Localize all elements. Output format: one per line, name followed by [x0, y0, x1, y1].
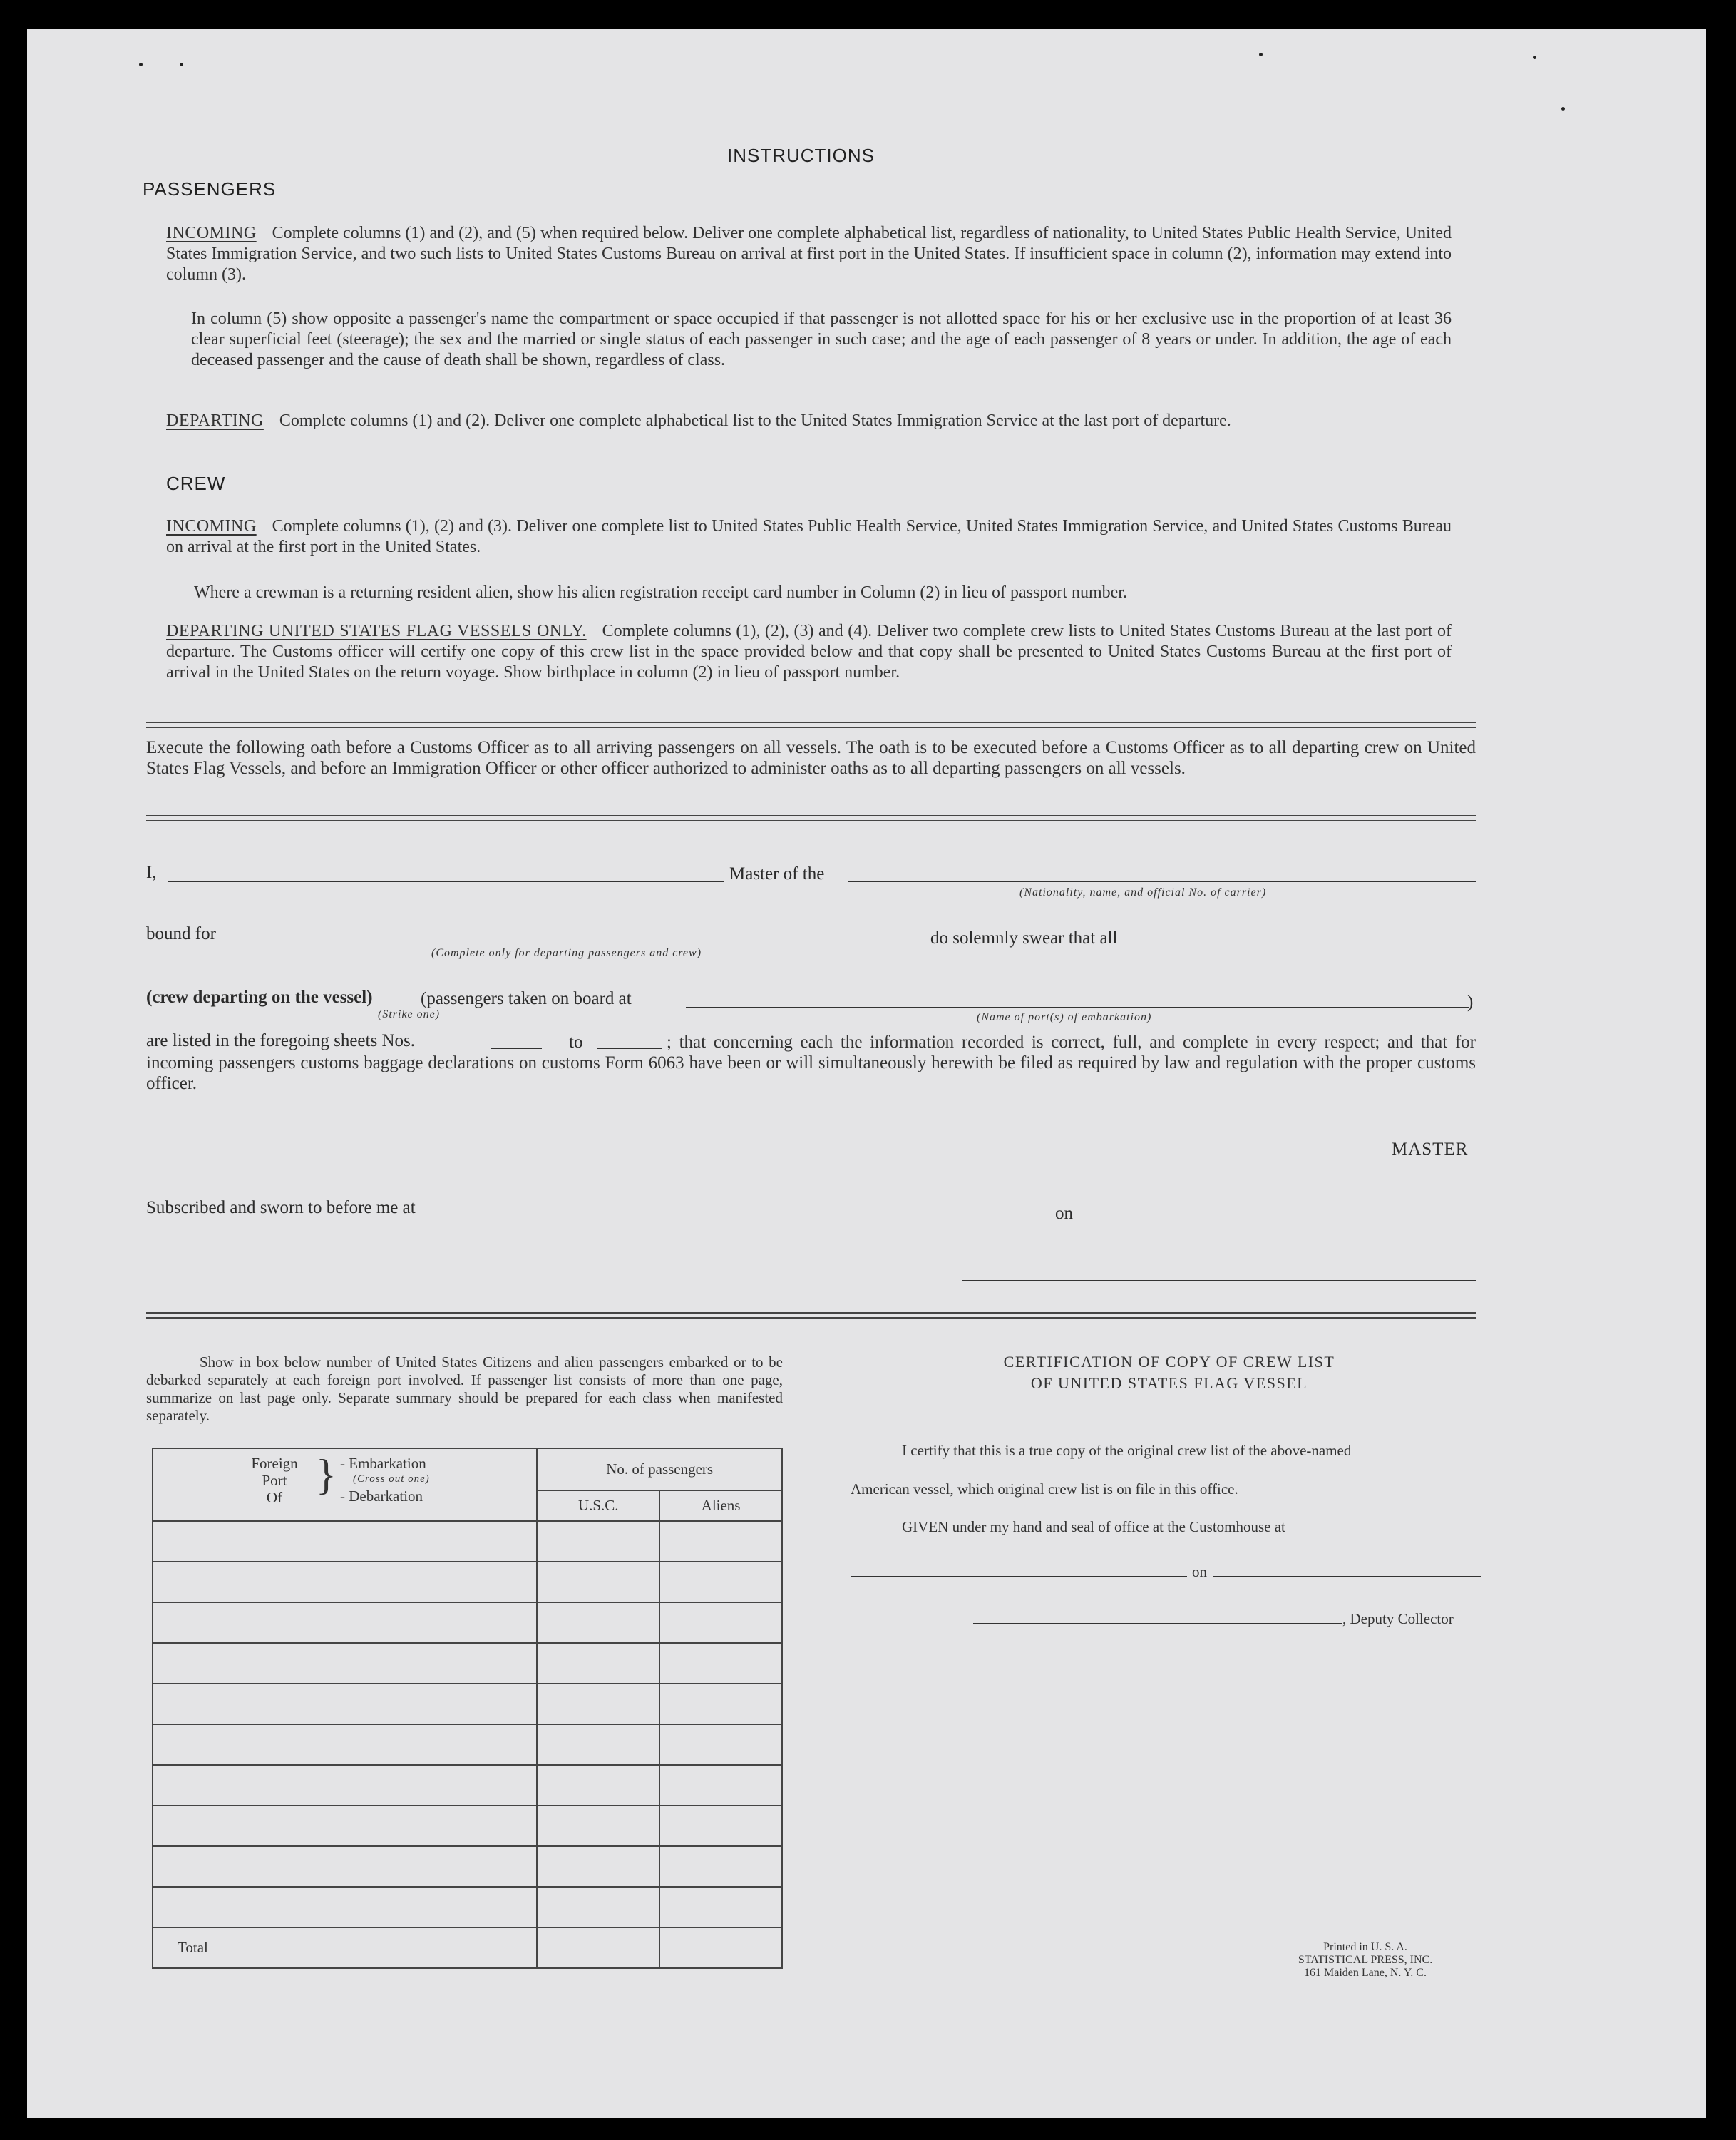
foreign-label: Foreign	[251, 1455, 298, 1472]
carrier-caption: (Nationality, name, and official No. of carrier)	[1019, 886, 1267, 899]
master-name-field[interactable]	[168, 881, 724, 882]
deputy-collector-signature-field[interactable]	[973, 1623, 1342, 1624]
crew-incoming-paragraph	[166, 516, 1452, 558]
strike-one-caption: (Strike one)	[378, 1008, 441, 1020]
printer-line1: Printed in U. S. A.	[1323, 1941, 1407, 1953]
aliens-cell[interactable]	[659, 1765, 782, 1806]
sworn-on-label: on	[1055, 1204, 1073, 1223]
printer-imprint	[1251, 1941, 1479, 1980]
column5-paragraph: In column (5) show opposite a passenger's name the compartment or space occupied if that passenger is not allotted space for his or her exclusive use in the proportion of at least 36 clear superficial feet (steerage); the sex and the married or single status of each passenger in such case; and the age of each passenger of 8 years or under. In addition, the age of each deceased passenger and the cause of death shall be shown, regardless of class.	[191, 309, 1452, 369]
passengers-heading: PASSENGERS	[143, 178, 277, 200]
table-row	[153, 1806, 782, 1846]
usc-cell[interactable]	[537, 1765, 659, 1806]
of-label: Of	[266, 1489, 283, 1506]
certification-heading	[927, 1351, 1412, 1394]
certification-heading-line1: CERTIFICATION OF COPY OF CREW LIST	[1003, 1353, 1335, 1371]
speck-mark	[139, 63, 143, 66]
passenger-summary-table	[152, 1448, 783, 1969]
crew-heading: CREW	[166, 473, 226, 494]
passengers-departing-text: Complete columns (1) and (2). Deliver one complete alphabetical list to the United States Immigration Service at the last port of departure.	[279, 411, 1231, 430]
table-row	[153, 1846, 782, 1887]
usc-header: U.S.C.	[537, 1490, 659, 1521]
certification-on-label: on	[1192, 1563, 1207, 1580]
usc-cell[interactable]	[537, 1562, 659, 1602]
double-rule	[146, 1312, 1476, 1319]
table-row	[153, 1724, 782, 1765]
port-cell[interactable]	[153, 1602, 537, 1643]
crew-resident-paragraph: Where a crewman is a returning resident alien, show his alien registration receipt card number in Column (2) in lieu of passport number.	[194, 583, 1127, 602]
table-row	[153, 1643, 782, 1684]
total-row	[153, 1927, 782, 1968]
table-row	[153, 1887, 782, 1927]
certification-heading-line2: OF UNITED STATES FLAG VESSEL	[1030, 1374, 1308, 1392]
total-aliens-cell[interactable]	[659, 1927, 782, 1968]
aliens-cell[interactable]	[659, 1887, 782, 1927]
passengers-incoming-paragraph	[166, 223, 1452, 285]
speck-mark	[1259, 53, 1263, 56]
certification-text-3: GIVEN under my hand and seal of office at the Customhouse at	[902, 1518, 1285, 1535]
crew-incoming-label: INCOMING	[166, 517, 257, 536]
crew-departing-option[interactable]	[146, 988, 373, 1008]
customhouse-field[interactable]	[851, 1576, 1187, 1577]
speck-mark	[180, 63, 183, 66]
cross-out-caption: (Cross out one)	[353, 1473, 430, 1485]
port-cell[interactable]	[153, 1846, 537, 1887]
aliens-cell[interactable]	[659, 1643, 782, 1684]
port-cell[interactable]	[153, 1643, 537, 1684]
total-label: Total	[153, 1927, 537, 1968]
foreign-port-of	[239, 1455, 310, 1506]
port-cell[interactable]	[153, 1724, 537, 1765]
port-cell[interactable]	[153, 1562, 537, 1602]
deputy-collector-label: , Deputy Collector	[1342, 1610, 1454, 1627]
swear-text: do solemnly swear that all	[930, 928, 1118, 948]
passengers-incoming-text: Complete columns (1) and (2), and (5) when required below. Deliver one complete alphabetical list, regardless of nationality, to United States Public Health Service, United States Immigration Service, and two such lists to United States Customs Bureau on arrival at first port in the United States. If insufficient space in column (2), information may extend into column (3).	[166, 224, 1452, 284]
double-rule	[146, 722, 1476, 728]
subscribed-label: Subscribed and sworn to before me at	[146, 1198, 416, 1217]
aliens-cell[interactable]	[659, 1684, 782, 1724]
certification-text-1: I certify that this is a true copy of the original crew list of the above-named	[902, 1442, 1352, 1459]
crew-departing-text: Complete columns (1), (2), (3) and (4). Deliver two complete crew lists to United States Customs Bureau at the last port of departure. The Customs officer will certify one copy of this crew list in the space provided below and that copy shall be presented to United States Customs Bureau at the first port of arrival in the United States on the return voyage. Show birthplace in column (2) in lieu of passport number.	[166, 622, 1452, 682]
port-cell[interactable]	[153, 1521, 537, 1562]
bound-for-label: bound for	[146, 924, 216, 943]
port-label: Port	[262, 1472, 287, 1489]
passengers-departing-paragraph	[166, 411, 1452, 431]
aliens-cell[interactable]	[659, 1806, 782, 1846]
master-of-the-label: Master of the	[729, 864, 825, 884]
no-of-passengers-header: No. of passengers	[537, 1448, 782, 1490]
crew-departing-text: (crew departing on the vessel)	[146, 988, 373, 1007]
table-row	[153, 1562, 782, 1602]
usc-cell[interactable]	[537, 1724, 659, 1765]
bound-for-caption: (Complete only for departing passengers and crew)	[431, 947, 702, 959]
table-row	[153, 1521, 782, 1562]
crew-departing-label: DEPARTING UNITED STATES FLAG VESSELS ONLY.	[166, 622, 587, 640]
sheets-text: ; that concerning each the information recorded is correct, full, and complete in every respect; and that for incoming passengers customs baggage declarations on customs Form 6063 have been or will simultaneously herewith be filed as required by law and regulation with the proper customs officer.	[146, 1033, 1476, 1093]
embarkation-option[interactable]: - Embarkation	[340, 1455, 426, 1472]
to-word: to	[569, 1033, 583, 1052]
printer-line2: STATISTICAL PRESS, INC.	[1298, 1954, 1433, 1966]
passengers-incoming-label: INCOMING	[166, 224, 257, 242]
oath-intro: Execute the following oath before a Customs Officer as to all arriving passengers on all vessels. The oath is to be executed before a Customs Officer as to all departing crew on United States Flag Vessels, and before an Immigration Officer or other officer authorized to administer oaths as to all departing passengers on all vessels.	[146, 738, 1476, 778]
aliens-header: Aliens	[659, 1490, 782, 1521]
port-header-cell	[153, 1448, 537, 1521]
sheets-prefix: are listed in the foregoing sheets Nos.	[146, 1031, 415, 1050]
master-label: MASTER	[1392, 1140, 1469, 1159]
oath-i-label: I,	[146, 863, 157, 882]
table-row	[153, 1684, 782, 1724]
certification-text-2: American vessel, which original crew list is on file in this office.	[851, 1480, 1238, 1498]
speck-mark	[1561, 107, 1565, 111]
usc-cell[interactable]	[537, 1806, 659, 1846]
usc-cell[interactable]	[537, 1846, 659, 1887]
aliens-cell[interactable]	[659, 1562, 782, 1602]
carrier-field[interactable]	[848, 881, 1476, 882]
port-cell[interactable]	[153, 1684, 537, 1724]
brace-mark: }	[316, 1451, 337, 1498]
crew-departing-paragraph	[166, 621, 1452, 683]
officer-signature-field[interactable]	[962, 1280, 1476, 1281]
port-cell[interactable]	[153, 1765, 537, 1806]
usc-cell[interactable]	[537, 1887, 659, 1927]
usc-cell[interactable]	[537, 1684, 659, 1724]
speck-mark	[1533, 56, 1536, 59]
passengers-departing-label: DEPARTING	[166, 411, 264, 430]
aliens-cell[interactable]	[659, 1602, 782, 1643]
debarkation-option[interactable]: - Debarkation	[340, 1488, 423, 1505]
usc-cell[interactable]	[537, 1602, 659, 1643]
total-usc-cell[interactable]	[537, 1927, 659, 1968]
crew-incoming-text: Complete columns (1), (2) and (3). Deliver one complete list to United States Public Health Service, United States Immigration Service, and United States Customs Bureau on arrival at the first port in the United States.	[166, 517, 1452, 556]
aliens-cell[interactable]	[659, 1846, 782, 1887]
close-paren: )	[1467, 993, 1474, 1012]
passengers-taken-option[interactable]: (passengers taken on board at	[421, 989, 632, 1008]
port-cell[interactable]	[153, 1806, 537, 1846]
summary-instructions: Show in box below number of United States Citizens and alien passengers embarked or to be debarked separately at each foreign port involved. If passenger list consists of more than one page, summarize on last page only. Separate summary should be prepared for each class when manifested separately.	[146, 1353, 783, 1424]
aliens-cell[interactable]	[659, 1724, 782, 1765]
ports-embarkation-field[interactable]	[686, 1007, 1469, 1008]
usc-cell[interactable]	[537, 1643, 659, 1684]
double-rule	[146, 815, 1476, 821]
certification-date-field[interactable]	[1213, 1576, 1481, 1577]
usc-cell[interactable]	[537, 1521, 659, 1562]
aliens-cell[interactable]	[659, 1521, 782, 1562]
port-cell[interactable]	[153, 1887, 537, 1927]
ports-caption: (Name of port(s) of embarkation)	[977, 1011, 1152, 1023]
printer-line3: 161 Maiden Lane, N. Y. C.	[1304, 1967, 1427, 1979]
table-row	[153, 1765, 782, 1806]
page-title: INSTRUCTIONS	[727, 145, 875, 166]
table-row	[153, 1602, 782, 1643]
